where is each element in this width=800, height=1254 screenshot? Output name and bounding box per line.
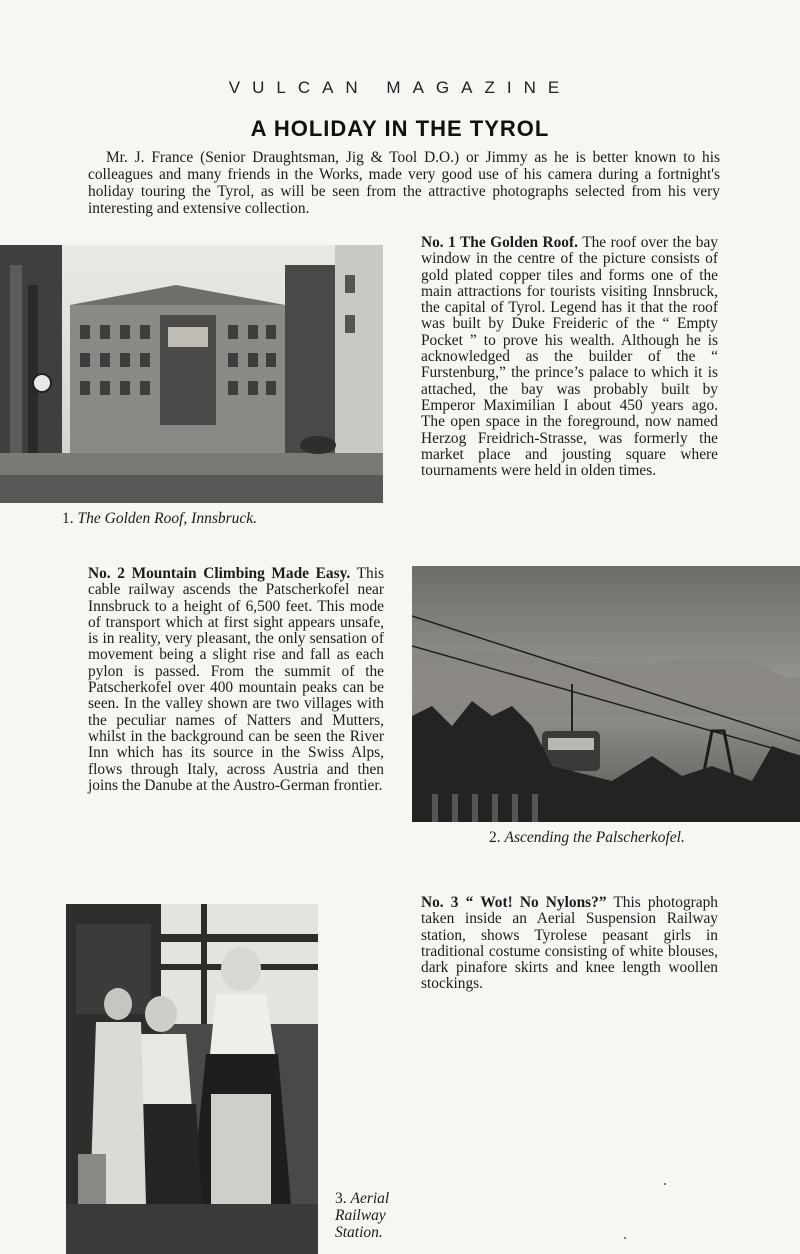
print-speck: [664, 1183, 666, 1185]
article-golden-roof: [421, 235, 718, 479]
photo-3-caption-word-2: Railway: [335, 1207, 386, 1224]
article-1-body: The roof over the bay window in the centre of the picture consists of gold plated copper tiles and forms one of the main attractions for tourists visiting Innsbruck, the capital of Tyrol. Legend has it that the roof was built by Duke Freideric of the “ Empty Pocket ” to prove his wealth. Although he is acknowledged as the builder of the “ Furstenburg,” the prince’s palace to which it is attached, the bay was probably built by Emperor Maximilian I about 450 years ago. The open space in the foreground, now named Herzog Freidrich-Strasse, was formerly the market place and jousting square where tournaments were held in olden times.: [421, 234, 718, 480]
photo-golden-roof: [0, 245, 383, 503]
photo-3-caption-line-1: [335, 1190, 389, 1207]
print-speck: [624, 1237, 626, 1239]
photo-2-caption: [489, 829, 685, 847]
photo-3-caption-word-3: Station.: [335, 1224, 383, 1241]
photo-cable-railway: [412, 566, 800, 822]
photo-3-caption-line-2: [335, 1207, 389, 1224]
photo-1-caption-text: The Golden Roof, Innsbruck.: [77, 510, 258, 527]
photo-3-caption-word-1: Aerial: [350, 1190, 390, 1207]
intro-paragraph: Mr. J. France (Senior Draughtsman, Jig & Tool D.O.) or Jimmy as he is better known to his colleagues and many friends in the Works, made very good use of his camera during a fortnight's holiday touring the Tyrol, as will be seen from the attractive photographs selected from his very interesting and extensive collection.: [88, 149, 720, 217]
article-title: A HOLIDAY IN THE TYROL: [250, 116, 550, 141]
magazine-masthead: VULCAN MAGAZINE: [228, 78, 572, 97]
article-mountain-climbing: [88, 566, 384, 794]
photo-1-caption: [62, 510, 257, 528]
photo-2-number: 2.: [489, 829, 501, 846]
article-wot-no-nylons: [421, 895, 718, 993]
article-3-heading: No. 3 “ Wot! No Nylons?”: [421, 894, 607, 911]
article-1-heading: No. 1 The Golden Roof.: [421, 234, 578, 251]
article-2-body: This cable railway ascends the Patscherkofel near Innsbruck to a height of 6,500 feet. This mode of transport which at first sight appears unsafe, is in reality, very pleasant, the only sensation of movement being a slight rise and fall as each pylon is passed. From the summit of the Patscherkofel over 400 mountain peaks can be seen. In the valley shown are two villages with the peculiar names of Natters and Mutters, whilst in the background can be seen the River Inn which has its source in the Swiss Alps, flows through Italy, across Austria and then joins the Danube at the Austro-German frontier.: [88, 565, 384, 794]
photo-3-number: 3.: [335, 1190, 347, 1207]
photo-3-caption-line-3: [335, 1224, 389, 1241]
article-3-body: This photograph taken inside an Aerial Suspension Railway station, shows Tyrolese peasant girls in traditional costume consisting of white blouses, dark pinafore skirts and knee length woollen stockings.: [421, 894, 718, 993]
photo-3-caption: [335, 1190, 389, 1241]
article-2-heading: No. 2 Mountain Climbing Made Easy.: [88, 565, 351, 582]
photo-2-caption-text: Ascending the Palscherkofel.: [504, 829, 685, 846]
photo-1-number: 1.: [62, 510, 74, 527]
photo-aerial-railway-station: [66, 904, 318, 1254]
